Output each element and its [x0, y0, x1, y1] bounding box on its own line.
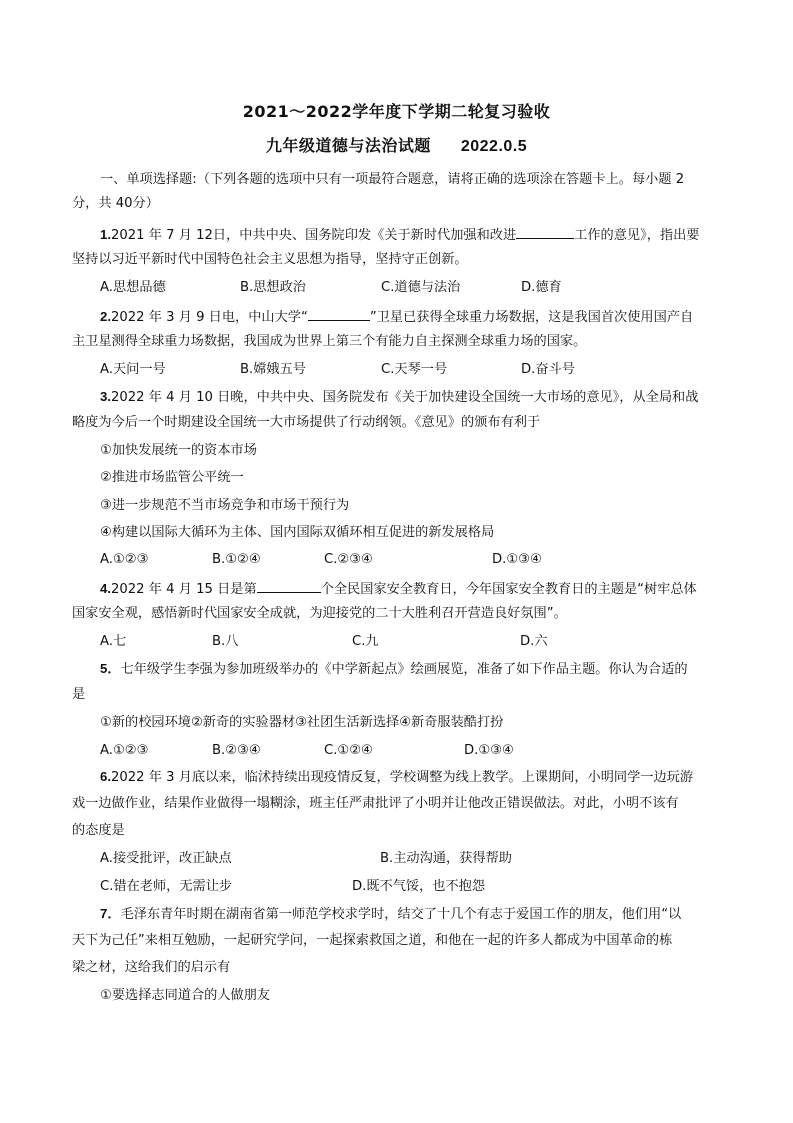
q5-option-b: B.②③④ [212, 743, 261, 758]
q1-option-d: D.德育 [521, 280, 562, 295]
section-header: 一、单项选择题:（下列各题的选项中只有一项最符合题意，请将正确的选项涂在答题卡上。每小题 2 [100, 172, 685, 187]
question-number: 5． [100, 661, 121, 676]
question-5-cont: 是 [72, 687, 86, 702]
q4-option-d: D.六 [520, 634, 548, 649]
q3-item-4: ④构建以国际大循环为主体、国内国际双循环相互促进的新发展格局 [100, 525, 495, 540]
q1-option-a: A.思想品德 [100, 280, 166, 295]
q4-option-a: A.七 [100, 634, 127, 649]
q1-option-c: C.道德与法治 [381, 280, 461, 295]
q3-option-a: A.①②③ [100, 552, 149, 567]
q4-option-b: B.八 [212, 634, 239, 649]
question-2-cont: 主卫星测得全球重力场数据，我国成为世界上第三个有能力自主探测全球重力场的国家。 [72, 334, 587, 349]
question-2 [100, 306, 693, 327]
question-6-cont2: 的态度是 [72, 823, 125, 838]
q1-option-b: B.思想政治 [240, 280, 306, 295]
q5-option-d: D.①③④ [464, 743, 514, 758]
exam-title: 2021～2022学年度下学期二轮复习验收 [242, 102, 551, 121]
question-7-cont: 天下为己任”来相互勉励，一起研究学问，一起探索救国之道，和他在一起的许多人都成为中国革命的栋 [72, 933, 673, 948]
q6-option-c: C.错在老师，无需让步 [100, 879, 233, 894]
question-1 [100, 224, 699, 245]
question-6-cont: 戏一边做作业，结果作业做得一塌糊涂，班主任严肃批评了小明并让他改正错误做法。对此，小明不该有 [72, 796, 679, 811]
question-7 [100, 905, 681, 924]
q3-item-1: ①加快发展统一的资本市场 [100, 443, 257, 458]
q6-option-d: D.既不气馁，也不抱怨 [352, 879, 486, 894]
section-header-cont: 分，共 40分） [72, 196, 159, 211]
answer-blank [257, 578, 321, 593]
question-4-cont: 国家安全观，感悟新时代国家安全成就，为迎接党的二十大胜利召开营造良好氛围”。 [72, 606, 567, 621]
question-number: 4. [100, 581, 111, 596]
question-7-cont2: 梁之材，这给我们的启示有 [72, 960, 231, 975]
question-1-cont: 坚持以习近平新时代中国特色社会主义思想为指导，坚持守正创新。 [72, 252, 468, 267]
question-number: 1. [100, 227, 111, 242]
question-5 [100, 660, 688, 679]
exam-date: 2022.0.5 [460, 138, 528, 155]
question-number: 3. [100, 389, 111, 404]
q2-option-d: D.奋斗号 [521, 362, 575, 377]
q3-option-c: C.②③④ [324, 552, 373, 567]
exam-subtitle [0, 133, 793, 156]
q3-item-2: ②推进市场监管公平统一 [100, 470, 244, 485]
q5-items: ①新的校园环境②新奇的实验器材③社团生活新选择④新奇服装酷打扮 [100, 715, 504, 730]
q6-option-b: B.主动沟通，获得帮助 [380, 851, 512, 866]
question-6 [100, 768, 693, 787]
question-text: 工作的意见》，指出要 [574, 228, 700, 243]
question-text: 2021 年 7 月 12日，中共中央、国务院印发《关于新时代加强和改进 [111, 228, 517, 243]
q5-option-c: C.①②④ [324, 743, 373, 758]
q2-option-c: C.天琴一号 [381, 362, 448, 377]
q2-option-b: B.嫦娥五号 [240, 362, 306, 377]
q2-option-a: A.天问一号 [100, 362, 166, 377]
question-text: 2022 年 4 月 10 日晚，中共中央、国务院发布《关于加快建设全国统一大市场的意见》，从全局和战 [111, 390, 699, 405]
q3-option-d: D.①③④ [492, 552, 542, 567]
question-text: 七年级学生李强为参加班级举办的《中学新起点》绘画展览，准备了如下作品主题。你认为合适的 [120, 662, 688, 677]
question-3 [100, 388, 698, 407]
q7-item-1: ①要选择志同道合的人做朋友 [100, 988, 271, 1003]
question-number: 2. [100, 309, 111, 324]
question-text: ”卫星已获得全球重力场数据，这是我国首次使用国产自 [369, 310, 694, 325]
q3-item-3: ③进一步规范不当市场竞争和市场干预行为 [100, 498, 350, 513]
answer-blank [308, 306, 370, 321]
question-3-cont: 略度为今后一个时期建设全国统一大市场提供了行动纲领。《意见》的颁布有利于 [72, 415, 541, 430]
question-text: 毛泽东青年时期在湖南省第一师范学校求学时，结交了十几个有志于爱国工作的朋友，他们用“以 [120, 907, 682, 922]
question-text: 2022 年 4 月 15 日是第 [111, 582, 257, 597]
question-text: 2022 年 3 月底以来，临沭持续出现疫情反复，学校调整为线上教学。上课期间，小明同学一边玩游 [111, 770, 694, 785]
question-number: 7． [100, 906, 121, 921]
question-text: 2022 年 3 月 9 日电，中山大学“ [111, 310, 308, 325]
q6-option-a: A.接受批评，改正缺点 [100, 851, 232, 866]
q5-option-a: A.①②③ [100, 743, 149, 758]
q3-option-b: B.①②④ [212, 552, 261, 567]
question-number: 6. [100, 769, 111, 784]
question-text: 个全民国家安全教育日，今年国家安全教育日的主题是“树牢总体 [320, 582, 697, 597]
answer-blank [516, 224, 574, 239]
question-4 [100, 578, 697, 599]
q4-option-c: C.九 [352, 634, 379, 649]
subtitle-text: 九年级道德与法治试题 [265, 136, 431, 155]
